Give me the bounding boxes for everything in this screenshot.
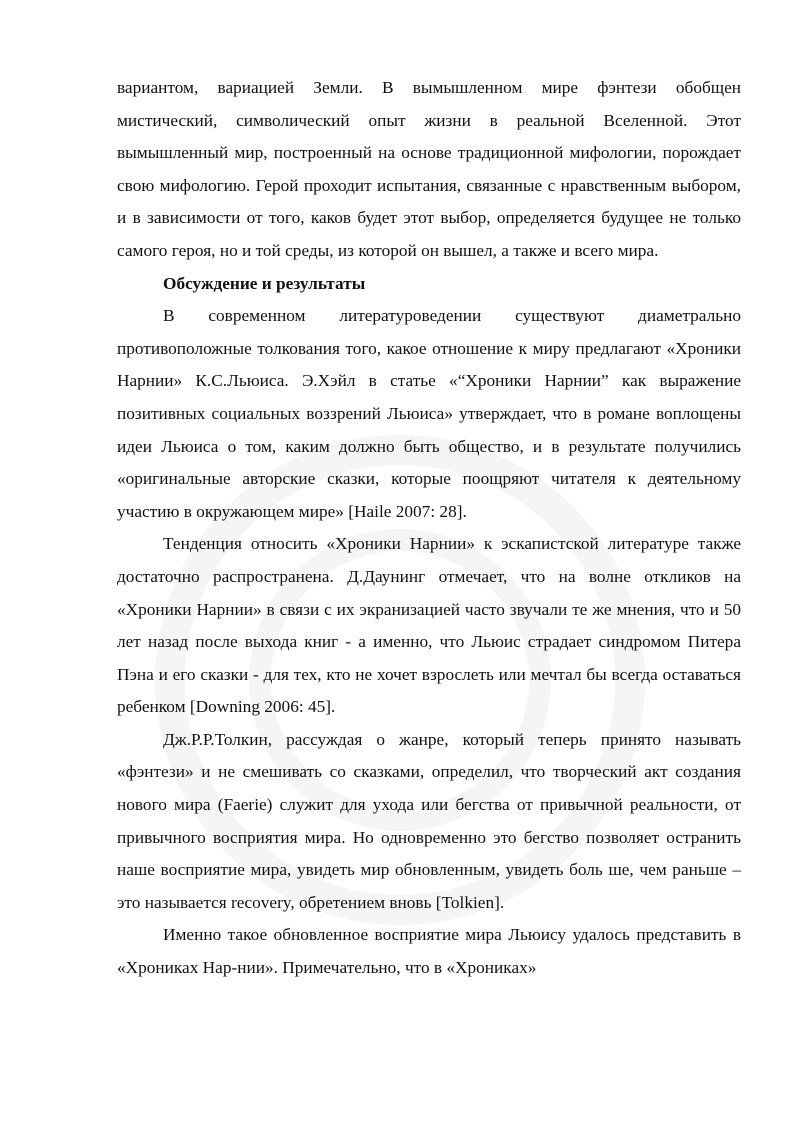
section-heading: Обсуждение и результаты (163, 273, 366, 293)
paragraph-continuation: вариантом, вариацией Земли. В вымышленном мире фэнтези обобщен мистический, символический опыт жизни в реальной Вселенной. Этот вымышленный мир, построенный на основе традиционной мифологии, порождает свою мифологию. Герой проходит испытания, связанные с нравственным выбором, и в зависимости от того, каков будет этот выбор, определяется будущее не только самого героя, но и той среды, из которой он вышел, а также и всего мира. (117, 78, 741, 260)
paragraph: Именно такое обновленное восприятие мира Льюису удалось представить в «Хрониках Нар-нии». Примечательно, что в «Хрониках» (117, 925, 741, 978)
document-body (117, 72, 741, 985)
paragraph: В современном литературоведении существуют диаметрально противоположные толкования того, какое отношение к миру предлагают «Хроники Нарнии» К.С.Льюиса. Э.Хэйл в статье «“Хроники Нарнии” как выражение позитивных социальных воззрений Льюиса» утверждает, что в романе воплощены идеи Льюиса о том, каким должно быть общество, и в результате получились «оригинальные авторские сказки, которые поощряют читателя к деятельному участию в окружающем мире» [Haile 2007: 28]. (117, 306, 741, 521)
paragraph: Тенденция относить «Хроники Нарнии» к эскапистской литературе также достаточно распространена. Д.Даунинг отмечает, что на волне откликов на «Хроники Нарнии» в связи с их экранизацией часто звучали те же мнения, что и 50 лет назад после выхода книг - а именно, что Льюис страдает синдромом Питера Пэна и его сказки - для тех, кто не хочет взрослеть или мечтал бы всегда оставаться ребенком [Downing 2006: 45]. (117, 534, 741, 717)
paragraph: Дж.Р.Р.Толкин, рассуждая о жанре, который теперь принято называть «фэнтези» и не смешивать со сказками, определил, что творческий акт создания нового мира (Faerie) служит для ухода или бегства от привычной реальности, от привычного восприятия мира. Но одновременно это бегство позволяет остранить наше восприятие мира, увидеть мир обновленным, увидеть боль ше, чем раньше – это называется recovery, обретением вновь [Tolkien]. (117, 729, 741, 912)
